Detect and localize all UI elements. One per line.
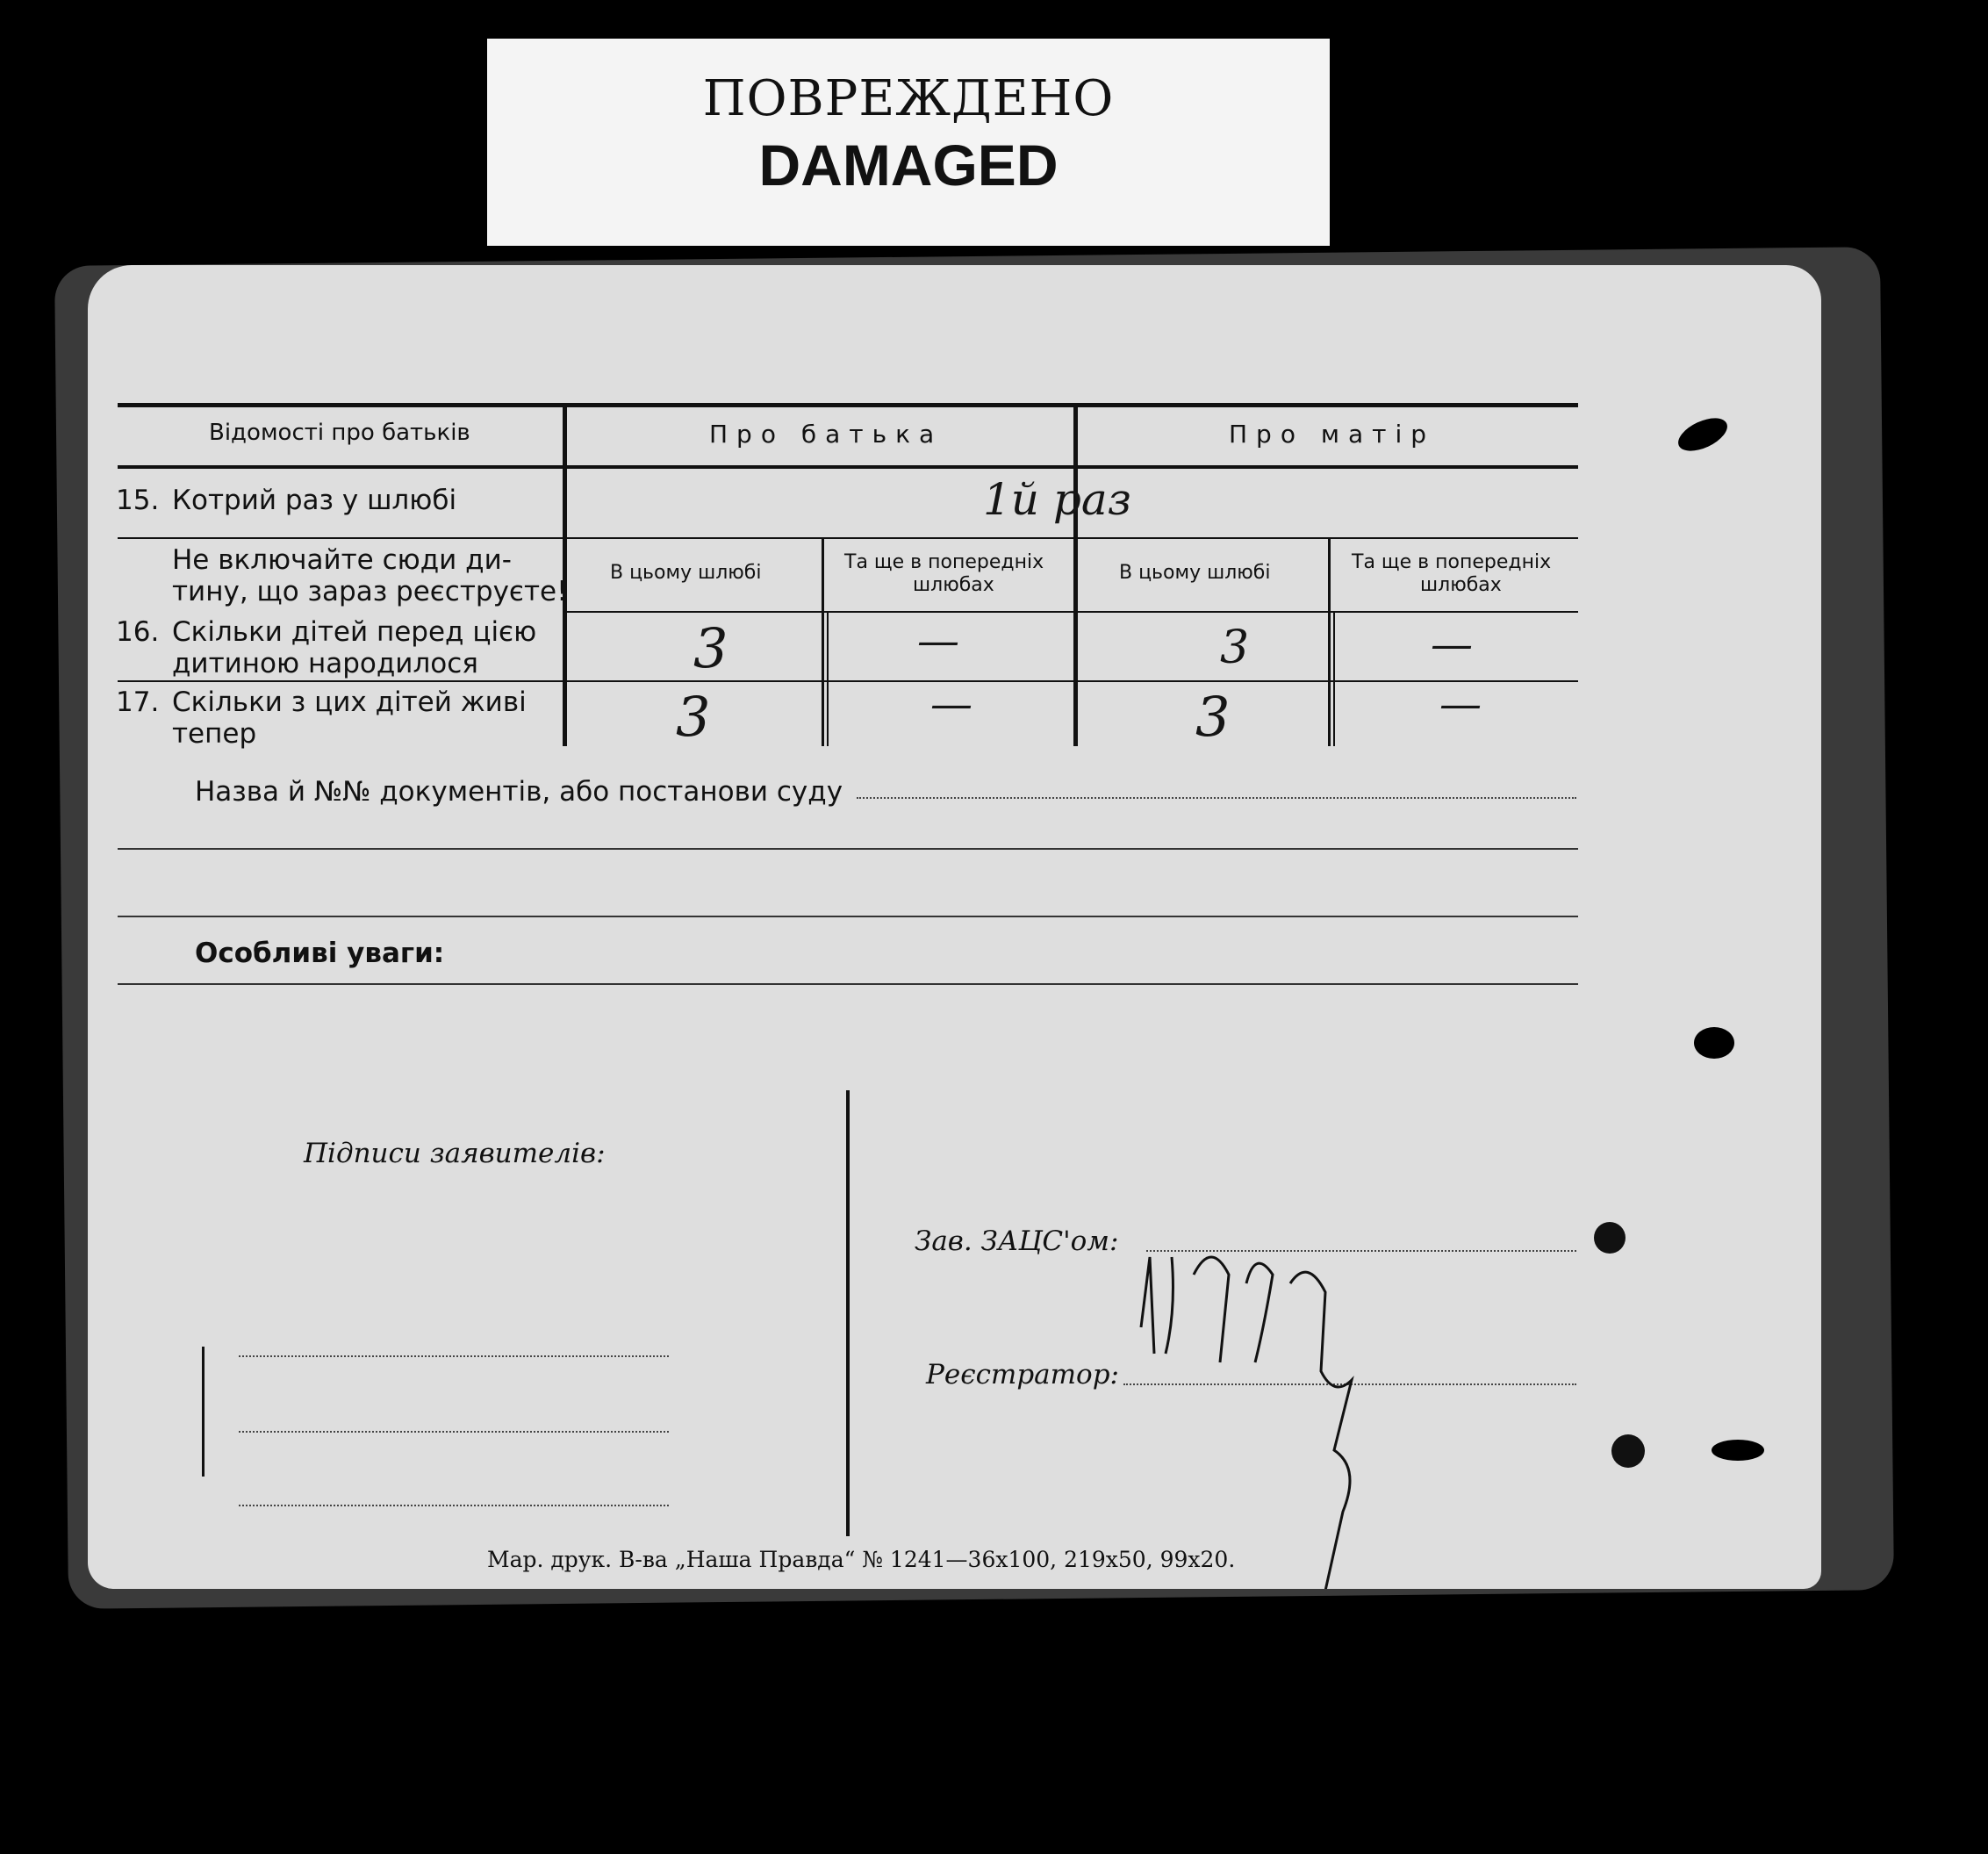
documents-line-3 — [118, 916, 1578, 917]
applicant-line-1 — [239, 1355, 669, 1357]
row17-line1: Скільки з цих дітей живі — [172, 686, 527, 718]
row16-line1: Скільки дітей перед цією — [172, 616, 537, 648]
row16-bottom-line — [118, 680, 1578, 682]
subheader-mother-prev-1: Та ще в попередніх — [1352, 551, 1552, 573]
registrar-signature — [1123, 1222, 1413, 1589]
table-top-line — [118, 403, 1578, 407]
header-info: Відомості про батьків — [209, 420, 470, 446]
subheader-mother-prev-2: шлюбах — [1420, 574, 1502, 596]
head-label: Зав. ЗАЦС'ом: — [915, 1225, 1119, 1257]
edge-tear-2 — [1694, 1027, 1734, 1059]
row16-number: 16. — [116, 616, 160, 648]
subheader-father-prev-2: шлюбах — [913, 574, 994, 596]
row16-father-prev: — — [917, 616, 959, 665]
row17-father-this: 3 — [676, 685, 711, 749]
row15-value: 1й раз — [983, 474, 1131, 525]
header-father: Про батька — [709, 420, 944, 449]
punch-hole-2 — [1611, 1434, 1645, 1468]
row16-line2: дитиною народилося — [172, 648, 478, 679]
column-divider-mother — [1328, 539, 1331, 746]
registration-card — [88, 265, 1821, 1589]
applicant-line-3 — [239, 1505, 669, 1506]
row17-line2: тепер — [172, 718, 257, 750]
remarks-label: Особливі уваги: — [195, 938, 445, 969]
subheader-father-this: В цьому шлюбі — [610, 562, 762, 584]
row16-mother-this: 3 — [1220, 622, 1250, 674]
damaged-label-ukrainian: ПОВРЕЖДЕНО — [702, 70, 1115, 127]
row17-mother-prev: — — [1439, 679, 1482, 729]
header-mother: Про матір — [1229, 420, 1436, 449]
signature-divider — [846, 1090, 850, 1536]
registrar-label: Реєстратор: — [926, 1359, 1119, 1390]
damaged-label — [487, 39, 1330, 246]
row15-bottom-line — [118, 537, 1578, 539]
documents-line-2 — [118, 848, 1578, 850]
header-bottom-line — [118, 465, 1578, 469]
documents-label: Назва й №№ документів, або постанови суду — [195, 776, 843, 808]
row16-mother-prev: — — [1431, 620, 1473, 669]
row15-number: 15. — [116, 485, 160, 516]
row17-mother-this: 3 — [1195, 685, 1231, 749]
punch-hole-1 — [1594, 1222, 1626, 1254]
damaged-label-english: DAMAGED — [758, 133, 1059, 198]
note-line1: Не включайте сюди ди- — [172, 544, 512, 576]
column-divider-mother-b — [1333, 612, 1335, 746]
subheader-father-prev-1: Та ще в попередніх — [844, 551, 1044, 573]
row17-number: 17. — [116, 686, 160, 718]
applicants-bracket — [202, 1347, 205, 1477]
column-divider-2 — [1073, 406, 1078, 746]
applicants-label: Підписи заявителів: — [304, 1138, 606, 1169]
edge-tear-3 — [1712, 1440, 1764, 1461]
printer-imprint: Мар. друк. В-ва „Наша Правда“ № 1241—36х100, 219х50, 99х20. — [487, 1547, 1236, 1572]
column-divider-father — [822, 539, 824, 746]
column-divider-father-b — [827, 612, 829, 746]
row16-father-this: 3 — [693, 616, 728, 680]
remarks-line — [118, 983, 1578, 985]
row17-father-prev: — — [930, 679, 972, 729]
subheader-bottom-line — [566, 611, 1578, 613]
note-line2: тину, що зараз реєструєте! — [172, 576, 568, 607]
subheader-mother-this: В цьому шлюбі — [1119, 562, 1271, 584]
documents-dotted-line — [857, 797, 1576, 799]
applicant-line-2 — [239, 1431, 669, 1433]
row15-label: Котрий раз у шлюбі — [172, 485, 457, 516]
